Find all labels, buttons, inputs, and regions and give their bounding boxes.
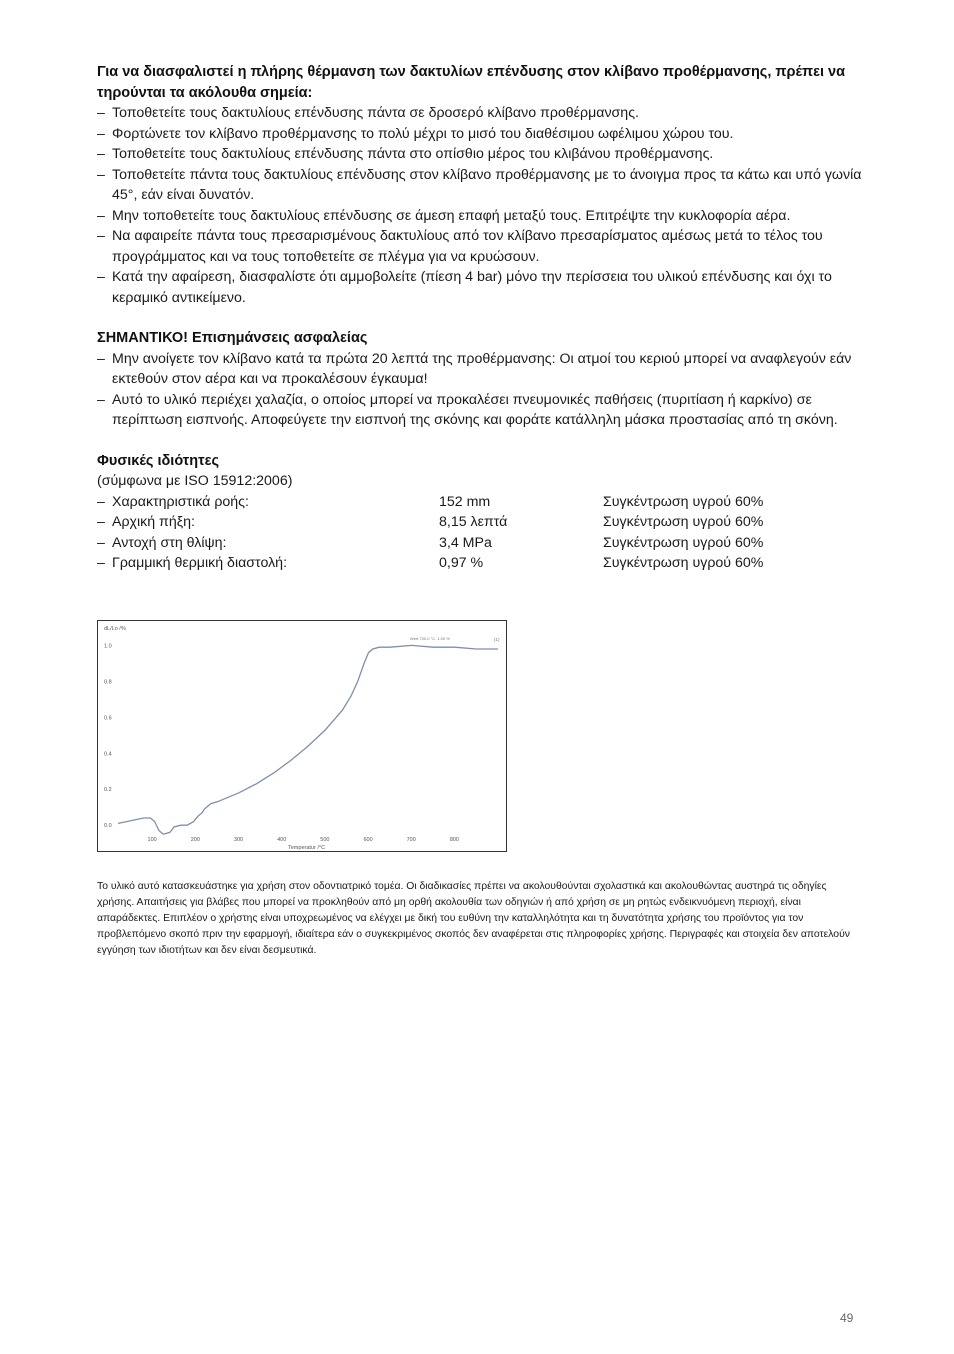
data-lines — [118, 645, 498, 834]
list-item: – Τοποθετείτε τους δακτυλίους επένδυσης πάντα σε δροσερό κλίβανο προθέρμανσης. — [97, 103, 862, 124]
series-line — [118, 645, 498, 834]
table-row — [97, 533, 763, 554]
safety-list — [97, 349, 862, 431]
list-item: – Αυτό το υλικό περιέχει χαλαζία, ο οποίος μπορεί να προκαλέσει πνευμονικές παθήσεις (πυριτίαση ή καρκίνο) σε περίπτωση εισπνοής. Αποφεύγετε την εισπνοή της σκόνης και φοράτε κατάλληλη μάσκα προστασίας από τη σκόνη. — [97, 390, 862, 431]
safety-heading: ΣΗΜΑΝΤΙΚΟ! Επισημάνσεις ασφαλείας — [97, 330, 368, 346]
preheat-list — [97, 103, 862, 308]
property-value: 8,15 λεπτά — [439, 514, 508, 530]
property-note: Συγκέντρωση υγρού 60% — [603, 534, 764, 551]
x-tick-label: 800 — [449, 837, 460, 843]
preheat-section — [97, 62, 862, 308]
x-tick-label: 600 — [363, 837, 373, 843]
y-axis-label: dL/Lo /% — [104, 626, 126, 632]
properties-standard: (σύμφωνα με ISO 15912:2006) — [97, 473, 293, 489]
properties-section — [97, 451, 862, 574]
chart-canvas — [98, 621, 506, 851]
list-item: – Κατά την αφαίρεση, διασφαλίστε ότι αμμοβολείτε (πίεση 4 bar) μόνο την περίσσεια του υλικού επένδυσης και όχι το κεραμικό αντικείμενο. — [97, 267, 862, 308]
table-row — [97, 553, 763, 574]
property-note: Συγκέντρωση υγρού 60% — [603, 555, 764, 571]
property-name: – Αρχική πήξη: — [97, 512, 439, 533]
page-number: 49 — [840, 1311, 854, 1325]
x-tick-label: 200 — [190, 837, 200, 843]
x-tick-label: 400 — [277, 837, 287, 843]
property-value: 0,97 % — [439, 555, 484, 571]
y-tick-label: 0.4 — [104, 751, 112, 758]
x-axis-label: Temperatur /°C — [288, 845, 326, 851]
property-note: Συγκέντρωση υγρού 60% — [603, 514, 764, 530]
y-tick-label: 0.8 — [104, 679, 112, 686]
property-name: – Γραμμική θερμική διαστολή: — [97, 553, 439, 574]
series-end-label: (1) — [494, 637, 500, 642]
thermal-expansion-chart — [97, 620, 507, 852]
x-tick-label: 700 — [406, 837, 416, 843]
axis-ticks — [104, 643, 459, 843]
table-row — [97, 492, 763, 513]
list-item: – Τοποθετείτε τους δακτυλίους επένδυσης πάντα στο οπίσθιο μέρος του κλιβάνου προθέρμανσης. — [97, 144, 862, 165]
property-name: – Χαρακτηριστικά ροής: — [97, 492, 439, 513]
x-tick-label: 300 — [233, 837, 244, 843]
y-tick-label: 0.2 — [104, 787, 112, 794]
table-row — [97, 512, 763, 533]
list-item: – Μην ανοίγετε τον κλίβανο κατά τα πρώτα 20 λεπτά της προθέρμανσης: Οι ατμοί του κεριού μπορεί να αναφλεγούν εάν εκτεθούν στον αέρα και να προκαλέσουν έγκαυμα! — [97, 349, 862, 390]
list-item: – Τοποθετείτε πάντα τους δακτυλίους επένδυσης στον κλίβανο προθέρμανσης με το άνοιγμα προς τα κάτω και υπό γωνία 45°, εάν είναι δυνατόν. — [97, 165, 862, 206]
properties-heading: Φυσικές ιδιότητες — [97, 452, 220, 469]
safety-section — [97, 328, 862, 431]
properties-table — [97, 492, 763, 574]
property-value: 3,4 MPa — [439, 534, 492, 551]
property-name: – Αντοχή στη θλίψη: — [97, 533, 439, 554]
y-tick-label: 0.6 — [104, 715, 112, 722]
y-tick-label: 1.0 — [104, 643, 112, 650]
property-value: 152 mm — [439, 493, 491, 510]
chart-annotation: Wert 700.0 °C, 1.00 % — [410, 636, 450, 641]
document-body — [97, 62, 862, 574]
list-item: – Φορτώνετε τον κλίβανο προθέρμανσης το πολύ μέχρι το μισό του διαθέσιμου ωφέλιμου χώρου του. — [97, 124, 862, 145]
x-tick-label: 100 — [147, 837, 157, 843]
property-note: Συγκέντρωση υγρού 60% — [603, 493, 764, 510]
list-item: – Μην τοποθετείτε τους δακτυλίους επένδυσης σε άμεση επαφή μεταξύ τους. Επιτρέψτε την κυκλοφορία αέρα. — [97, 206, 862, 227]
preheat-heading: Για να διασφαλιστεί η πλήρης θέρμανση των δακτυλίων επένδυσης στον κλίβανο προθέρμανσης, πρέπει να τηρούνται τα ακόλουθα σημεία: — [97, 64, 846, 101]
x-tick-label: 500 — [320, 837, 330, 843]
y-tick-label: 0.0 — [104, 823, 112, 830]
disclaimer-text: Το υλικό αυτό κατασκευάστηκε για χρήση στον οδοντιατρικό τομέα. Οι διαδικασίες πρέπει να ακολουθούνται σχολαστικά και ακολουθώντας αυστηρά τις οδηγίες χρήσης. Απαιτήσεις για βλάβες που μπορεί να προκληθούν από μη ορθή ακολουθία των οδηγιών ή από χρήση σε μη ρητώς ενδεικνυόμενη περιοχή, είναι απαράδεκτες. Επιπλέον ο χρήστης είναι υποχρεωμένος να ελέγχει με δική του ευθύνη την καταλληλότητα και τη δυνατότητα χρήσης του προϊόντος για τον προβλεπόμενο σκοπό πριν την εφαρμογή, ιδιαίτερα εάν ο συγκεκριμένος σκοπός δεν αναφέρεται στις πληροφορίες χρήσης. Περιγραφές και στοιχεία δεν αποτελούν εγγύηση των ιδιοτήτων και δεν είναι δεσμευτικά. — [97, 881, 850, 956]
list-item: – Να αφαιρείτε πάντα τους πρεσαρισμένους δακτυλίους από τον κλίβανο πρεσαρίσματος αμέσως μετά το τέλος του προγράμματος και να τους τοποθετείτε σε πλέγμα για να κρυώσουν. — [97, 226, 862, 267]
